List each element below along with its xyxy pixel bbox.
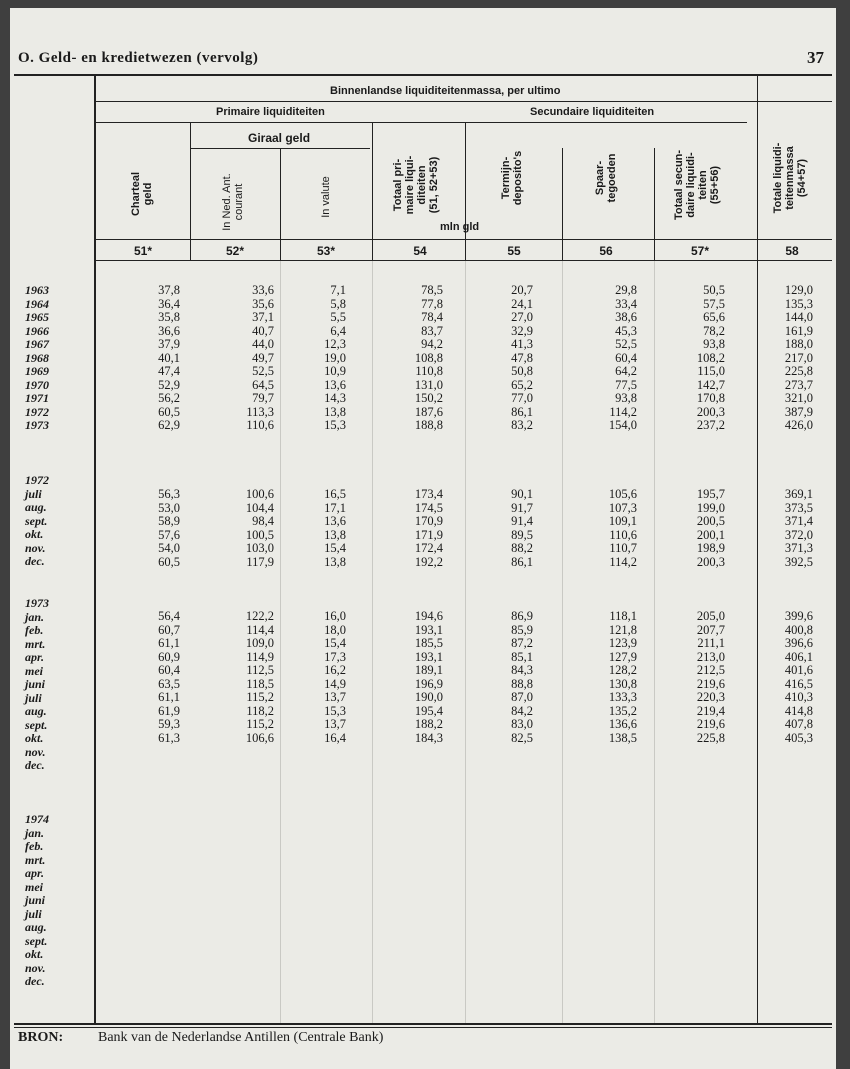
values-52-1972: 100,6 104,4 98,4 100,5 103,0 117,9 xyxy=(245,487,274,569)
faint-divider xyxy=(654,261,655,1023)
values-56-1973: 118,1 121,8 123,9 127,9 128,2 130,8 133,3 135,2 136,6 138,5 xyxy=(608,609,637,745)
values-51-years: 37,8 36,4 35,8 36,6 37,9 40,1 47,4 52,9 56,2 60,5 62,9 xyxy=(158,283,180,432)
faint-divider xyxy=(372,261,373,1023)
col-number-57: 57* xyxy=(690,244,710,258)
values-54-1973: 194,6 193,1 185,5 193,1 189,1 196,9 190,0 195,4 188,2 184,3 xyxy=(414,609,443,745)
values-51-1973: 56,4 60,7 61,1 60,9 60,4 63,5 61,1 61,9 59,3 61,3 xyxy=(158,609,180,745)
col-label-totaal-secundaire: Totaal secun- daire liquidi- teiten (55+56) xyxy=(673,149,721,221)
col-number-54: 54 xyxy=(413,244,427,258)
values-55-years: 20,7 24,1 27,0 32,9 41,3 47,8 50,8 65,2 77,0 86,1 83,2 xyxy=(511,283,533,432)
values-58-1972: 369,1 373,5 371,4 372,0 371,3 392,5 xyxy=(784,487,813,569)
header-giraal: Giraal geld xyxy=(248,131,311,145)
header-rule-4 xyxy=(96,260,832,261)
unit-label: mln gld xyxy=(440,221,480,233)
values-54-1972: 173,4 174,5 170,9 171,9 172,4 192,2 xyxy=(414,487,443,569)
col-divider-4 xyxy=(465,122,466,260)
values-57-1972: 195,7 199,0 200,5 200,1 198,9 200,3 xyxy=(696,487,725,569)
faint-divider xyxy=(562,261,563,1023)
values-52-1973: 122,2 114,4 109,0 114,9 112,5 118,5 115,2 118,2 115,2 106,6 xyxy=(245,609,274,745)
header-secondary: Secundaire liquiditeiten xyxy=(530,106,655,118)
top-rule xyxy=(14,74,832,76)
bottom-rule-thin xyxy=(14,1027,832,1028)
block-year-1974: 1974 xyxy=(25,812,49,826)
month-labels-1972: juli aug. sept. okt. nov. dec. xyxy=(25,486,48,568)
row-labels-years: 1963 1964 1965 1966 1967 1968 1969 1970 1971 1972 1973 xyxy=(25,283,49,432)
header-rule-3 xyxy=(96,239,832,240)
values-58-years: 129,0 135,3 144,0 161,9 188,0 217,0 225,8 273,7 321,0 387,9 426,0 xyxy=(784,283,813,432)
faint-divider xyxy=(465,261,466,1023)
block-year-1973: 1973 xyxy=(25,596,49,610)
col-label-in-ned-ant: In Ned. Ant. courant xyxy=(221,173,245,231)
values-55-1972: 90,1 91,7 91,4 89,5 88,2 86,1 xyxy=(511,487,533,569)
col-divider-1 xyxy=(190,122,191,260)
values-58-1973: 399,6 400,8 396,6 406,1 401,6 416,5 410,3 414,8 407,8 405,3 xyxy=(784,609,813,745)
col-divider-2 xyxy=(280,148,281,260)
values-53-1973: 16,0 18,0 15,4 17,3 16,2 14,9 13,7 15,3 13,7 16,4 xyxy=(324,609,346,745)
col-number-56: 56 xyxy=(599,244,613,258)
source-text: Bank van de Nederlandse Antillen (Centrale Bank) xyxy=(98,1030,384,1045)
header-primary: Primaire liquiditeiten xyxy=(216,106,325,118)
source-label: BRON: xyxy=(18,1030,64,1045)
values-57-1973: 205,0 207,7 211,1 213,0 212,5 219,6 220,3 219,4 219,6 225,8 xyxy=(696,609,725,745)
col-label-totaal-primaire: Totaal pri- maire liqui- diteiten (51, 52+53) xyxy=(392,155,440,215)
month-labels-1973: jan. feb. mrt. apr. mei juni juli aug. sept. okt. nov. dec. xyxy=(25,609,48,772)
values-52-years: 33,6 35,6 37,1 40,7 44,0 49,7 52,5 64,5 79,7 113,3 110,6 xyxy=(246,283,274,432)
col-label-totale-liquiditeitenmassa: Totale liquidi- teitenmassa (54+57) xyxy=(772,142,808,214)
row-labels-1972 xyxy=(25,474,95,569)
month-labels-1974: jan. feb. mrt. apr. mei juni juli aug. sept. okt. nov. dec. xyxy=(25,825,48,988)
bottom-rule xyxy=(14,1023,832,1025)
col-divider-3 xyxy=(372,122,373,260)
col-divider-5 xyxy=(562,148,563,260)
values-54-years: 78,5 77,8 78,4 83,7 94,2 108,8 110,8 131,0 150,2 187,6 188,8 xyxy=(414,283,443,432)
values-53-1972: 16,5 17,1 13,6 13,8 15,4 13,8 xyxy=(324,487,346,569)
header-rule-2 xyxy=(96,122,747,123)
values-57-years: 50,5 57,5 65,6 78,2 93,8 108,2 115,0 142,7 170,8 200,3 237,2 xyxy=(696,283,725,432)
col-label-in-valute: In valute xyxy=(320,176,332,218)
faint-divider xyxy=(280,261,281,1023)
values-56-years: 29,8 33,4 38,6 45,3 52,5 60,4 64,2 77,5 93,8 114,2 154,0 xyxy=(608,283,637,432)
block-year-1972: 1972 xyxy=(25,473,49,487)
row-labels-1974 xyxy=(25,813,95,989)
header-rule-1 xyxy=(96,101,832,102)
col-label-spaartegoeden: Spaar- tegoeden xyxy=(594,153,618,203)
col-number-51: 51* xyxy=(133,244,153,258)
col-number-55: 55 xyxy=(507,244,521,258)
col-divider-6 xyxy=(654,148,655,260)
col-label-termijndeposito: Termijn- deposito's xyxy=(500,150,524,206)
col-label-chartaal: Charteal geld xyxy=(130,171,154,217)
header-main: Binnenlandse liquiditeitenmassa, per ultimo xyxy=(330,85,561,97)
col-number-53: 53* xyxy=(316,244,336,258)
section-title: O. Geld- en kredietwezen (vervolg) xyxy=(18,50,259,66)
values-51-1972: 56,3 53,0 58,9 57,6 54,0 60,5 xyxy=(158,487,180,569)
page-number: 37 xyxy=(807,48,824,67)
values-56-1972: 105,6 107,3 109,1 110,6 110,7 114,2 xyxy=(608,487,637,569)
row-labels-1973 xyxy=(25,597,95,773)
values-53-years: 7,1 5,8 5,5 6,4 12,3 19,0 10,9 13,6 14,3 13,8 15,3 xyxy=(324,283,346,432)
col-number-58: 58 xyxy=(785,244,799,258)
document-page xyxy=(10,8,836,1069)
values-55-1973: 86,9 85,9 87,2 85,1 84,3 88,8 87,0 84,2 83,0 82,5 xyxy=(511,609,533,745)
col-number-52: 52* xyxy=(225,244,245,258)
